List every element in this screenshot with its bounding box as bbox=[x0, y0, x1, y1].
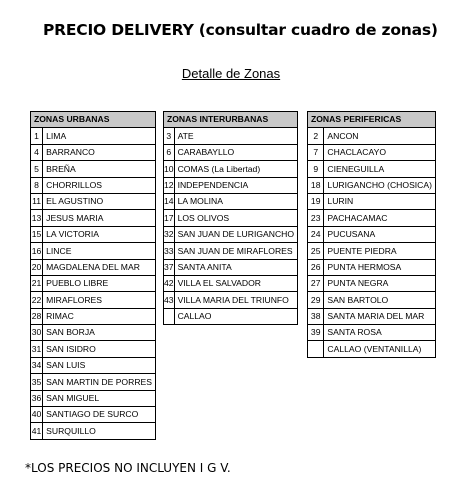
table-row bbox=[164, 275, 298, 291]
table-row bbox=[308, 275, 436, 291]
zone-name: ANCON bbox=[324, 128, 436, 144]
zone-number: 30 bbox=[31, 325, 43, 341]
table-header: ZONAS INTERURBANAS bbox=[164, 112, 298, 128]
table-row bbox=[31, 259, 156, 275]
zone-name: SAN JUAN DE LURIGANCHO bbox=[174, 226, 298, 242]
zone-number bbox=[308, 341, 324, 357]
table-row bbox=[31, 177, 156, 193]
zone-number: 11 bbox=[31, 193, 43, 209]
zone-name: BREÑA bbox=[43, 161, 156, 177]
table-row bbox=[164, 210, 298, 226]
table-row bbox=[31, 308, 156, 324]
table-row bbox=[308, 341, 436, 357]
zone-number: 29 bbox=[308, 292, 324, 308]
zone-name: COMAS (La Libertad) bbox=[174, 161, 298, 177]
zone-name: JESUS MARIA bbox=[43, 210, 156, 226]
zone-name: CHACLACAYO bbox=[324, 144, 436, 160]
zone-name: CIENEGUILLA bbox=[324, 161, 436, 177]
zone-name: SANTIAGO DE SURCO bbox=[43, 407, 156, 423]
table-row bbox=[31, 423, 156, 439]
zone-name: SAN JUAN DE MIRAFLORES bbox=[174, 243, 298, 259]
table-row bbox=[164, 308, 298, 324]
table-row bbox=[31, 292, 156, 308]
table-row bbox=[164, 193, 298, 209]
table-row bbox=[164, 161, 298, 177]
table-row bbox=[164, 128, 298, 144]
zone-name: SANTA ROSA bbox=[324, 325, 436, 341]
zone-name: ATE bbox=[174, 128, 298, 144]
table-row bbox=[31, 128, 156, 144]
table-row bbox=[31, 390, 156, 406]
zone-number: 13 bbox=[31, 210, 43, 226]
zone-name: SAN LUIS bbox=[43, 357, 156, 373]
table-row bbox=[308, 325, 436, 341]
zone-number: 8 bbox=[31, 177, 43, 193]
zone-name: SANTA ANITA bbox=[174, 259, 298, 275]
table-row bbox=[31, 325, 156, 341]
zone-name: SAN BORJA bbox=[43, 325, 156, 341]
table-row bbox=[164, 259, 298, 275]
table-row bbox=[31, 243, 156, 259]
zone-number: 17 bbox=[164, 210, 175, 226]
table-row bbox=[31, 193, 156, 209]
zone-name: CARABAYLLO bbox=[174, 144, 298, 160]
zone-number: 36 bbox=[31, 390, 43, 406]
zone-number: 21 bbox=[31, 275, 43, 291]
zone-number: 25 bbox=[308, 243, 324, 259]
zone-name: EL AGUSTINO bbox=[43, 193, 156, 209]
zone-name: BARRANCO bbox=[43, 144, 156, 160]
table-row bbox=[308, 144, 436, 160]
zone-number: 27 bbox=[308, 275, 324, 291]
table-row bbox=[308, 177, 436, 193]
zone-number: 12 bbox=[164, 177, 175, 193]
interurban-zones-table bbox=[163, 111, 298, 325]
zone-number: 3 bbox=[164, 128, 175, 144]
zone-name: LURIN bbox=[324, 193, 436, 209]
zone-number: 31 bbox=[31, 341, 43, 357]
zone-name: LA MOLINA bbox=[174, 193, 298, 209]
zone-number: 6 bbox=[164, 144, 175, 160]
zone-name: SANTA MARIA DEL MAR bbox=[324, 308, 436, 324]
zone-name: SAN MIGUEL bbox=[43, 390, 156, 406]
zone-number: 23 bbox=[308, 210, 324, 226]
table-header: ZONAS URBANAS bbox=[31, 112, 156, 128]
zone-number: 35 bbox=[31, 374, 43, 390]
zone-number: 14 bbox=[164, 193, 175, 209]
zone-name: CALLAO bbox=[174, 308, 298, 324]
zone-name: LA VICTORIA bbox=[43, 226, 156, 242]
table-row bbox=[308, 161, 436, 177]
peripheral-zones-table bbox=[307, 111, 436, 358]
zone-number: 41 bbox=[31, 423, 43, 439]
table-row bbox=[308, 259, 436, 275]
zone-number bbox=[164, 308, 175, 324]
zone-number: 5 bbox=[31, 161, 43, 177]
table-row bbox=[164, 292, 298, 308]
zone-number: 43 bbox=[164, 292, 175, 308]
table-row bbox=[31, 341, 156, 357]
table-row bbox=[31, 226, 156, 242]
table-row bbox=[308, 308, 436, 324]
table-row bbox=[308, 193, 436, 209]
zone-number: 1 bbox=[31, 128, 43, 144]
zone-name: LINCE bbox=[43, 243, 156, 259]
zone-name: LIMA bbox=[43, 128, 156, 144]
zone-number: 18 bbox=[308, 177, 324, 193]
table-row bbox=[31, 210, 156, 226]
zone-name: CALLAO (VENTANILLA) bbox=[324, 341, 436, 357]
table-row bbox=[31, 374, 156, 390]
zone-name: VILLA EL SALVADOR bbox=[174, 275, 298, 291]
zone-number: 26 bbox=[308, 259, 324, 275]
zone-name: INDEPENDENCIA bbox=[174, 177, 298, 193]
zone-number: 32 bbox=[164, 226, 175, 242]
zone-number: 22 bbox=[31, 292, 43, 308]
zone-number: 38 bbox=[308, 308, 324, 324]
zone-number: 7 bbox=[308, 144, 324, 160]
zone-number: 40 bbox=[31, 407, 43, 423]
zone-number: 20 bbox=[31, 259, 43, 275]
table-row bbox=[164, 144, 298, 160]
zone-name: PUNTA NEGRA bbox=[324, 275, 436, 291]
table-row bbox=[308, 210, 436, 226]
table-row bbox=[31, 407, 156, 423]
zone-name: SAN BARTOLO bbox=[324, 292, 436, 308]
zone-name: PUENTE PIEDRA bbox=[324, 243, 436, 259]
zone-name: PUNTA HERMOSA bbox=[324, 259, 436, 275]
table-row bbox=[31, 144, 156, 160]
page-heading: PRECIO DELIVERY (consultar cuadro de zonas) bbox=[43, 21, 438, 39]
zone-number: 2 bbox=[308, 128, 324, 144]
zone-name: LOS OLIVOS bbox=[174, 210, 298, 226]
zone-number: 16 bbox=[31, 243, 43, 259]
zone-number: 24 bbox=[308, 226, 324, 242]
zone-number: 34 bbox=[31, 357, 43, 373]
urban-zones-table bbox=[30, 111, 156, 440]
table-row bbox=[308, 226, 436, 242]
zone-name: PUCUSANA bbox=[324, 226, 436, 242]
zone-name: MAGDALENA DEL MAR bbox=[43, 259, 156, 275]
zone-number: 15 bbox=[31, 226, 43, 242]
zone-number: 10 bbox=[164, 161, 175, 177]
price-footnote: *LOS PRECIOS NO INCLUYEN I G V. bbox=[25, 461, 231, 475]
table-row bbox=[308, 128, 436, 144]
zone-number: 39 bbox=[308, 325, 324, 341]
zone-name: MIRAFLORES bbox=[43, 292, 156, 308]
zone-name: SURQUILLO bbox=[43, 423, 156, 439]
zone-number: 19 bbox=[308, 193, 324, 209]
zones-detail-title: Detalle de Zonas bbox=[181, 66, 281, 81]
zone-name: SAN MARTIN DE PORRES bbox=[43, 374, 156, 390]
zone-number: 4 bbox=[31, 144, 43, 160]
zone-number: 28 bbox=[31, 308, 43, 324]
table-row bbox=[308, 292, 436, 308]
zone-name: VILLA MARIA DEL TRIUNFO bbox=[174, 292, 298, 308]
table-row bbox=[31, 275, 156, 291]
table-row bbox=[308, 243, 436, 259]
zone-name: LURIGANCHO (CHOSICA) bbox=[324, 177, 436, 193]
zone-name: RIMAC bbox=[43, 308, 156, 324]
zone-number: 33 bbox=[164, 243, 175, 259]
zone-number: 9 bbox=[308, 161, 324, 177]
table-row bbox=[31, 357, 156, 373]
zone-name: PACHACAMAC bbox=[324, 210, 436, 226]
zone-number: 37 bbox=[164, 259, 175, 275]
table-row bbox=[164, 226, 298, 242]
zone-name: CHORRILLOS bbox=[43, 177, 156, 193]
table-row bbox=[31, 161, 156, 177]
zone-number: 42 bbox=[164, 275, 175, 291]
zone-name: PUEBLO LIBRE bbox=[43, 275, 156, 291]
table-header: ZONAS PERIFERICAS bbox=[308, 112, 436, 128]
table-row bbox=[164, 177, 298, 193]
table-row bbox=[164, 243, 298, 259]
zone-name: SAN ISIDRO bbox=[43, 341, 156, 357]
